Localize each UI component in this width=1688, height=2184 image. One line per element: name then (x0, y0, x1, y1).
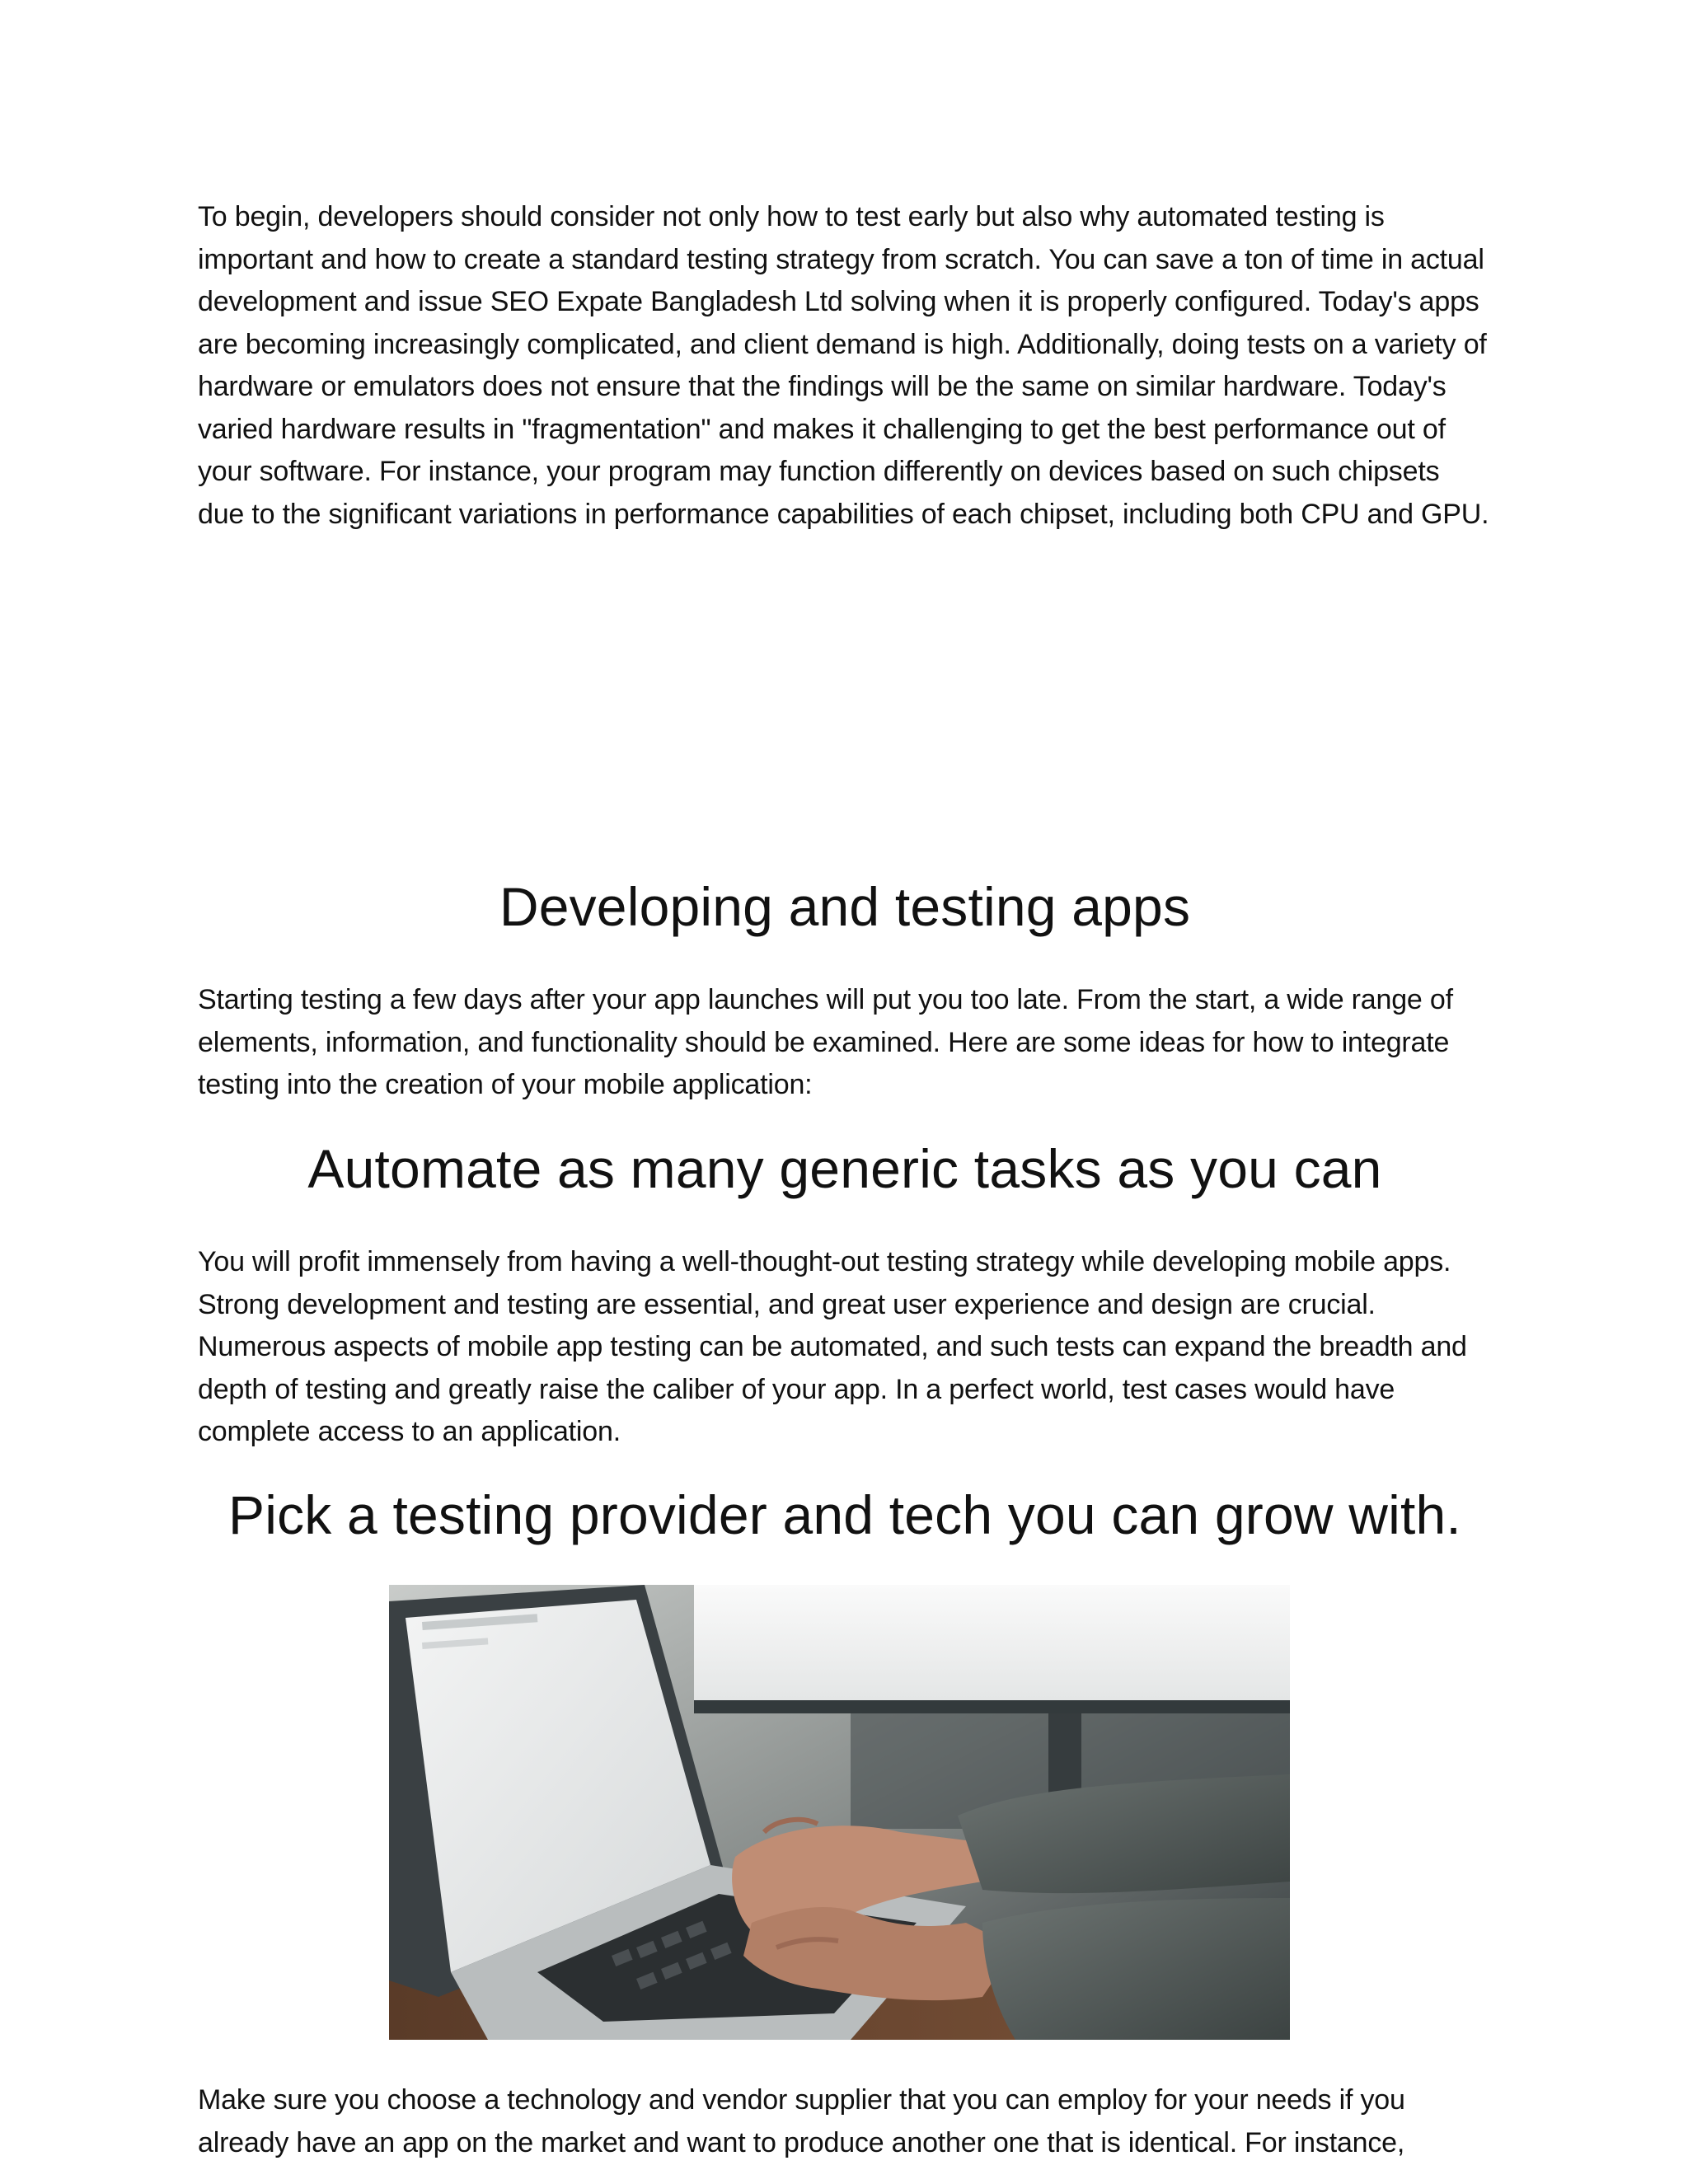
heading-developing-testing-apps: Developing and testing apps (499, 876, 1191, 937)
heading-pick-provider: Pick a testing provider and tech you can grow with. (228, 1484, 1461, 1545)
automate-paragraph: You will profit immensely from having a well-thought-out testing strategy while developing mobile apps. Strong development and testing are essential, and great user experience and design are crucial. Numerous aspects of mobile app testing can be automated, and such tests can expand the breadth and depth of testing and greatly raise the caliber of your app. In a perfect world, test cases would have complete access to an application. (198, 1246, 1467, 1447)
intro-paragraph: To begin, developers should consider not only how to test early but also why automated testing is important and how to create a standard testing strategy from scratch. You can save a ton of time in actual development and issue SEO Expate Bangladesh Ltd solving when it is properly configured. Today's apps are becoming increasingly complicated, and client demand is high. Additionally, doing tests on a variety of hardware or emulators does not ensure that the findings will be the same on similar hardware. Today's varied hardware results in "fragmentation" and makes it challenging to get the best performance out of your software. For instance, your program may function differently on devices based on such chipsets due to the significant variations in performance capabilities of each chipset, including both CPU and GPU. (198, 201, 1489, 530)
laptop-typing-photo (389, 1585, 1290, 2040)
provider-paragraph: Make sure you choose a technology and vendor supplier that you can employ for your needs if you already have an app on the market and want to produce another one that is identical. For instance, (198, 2084, 1405, 2158)
developing-paragraph: Starting testing a few days after your app launches will put you too late. From the start, a wide range of elements, information, and functionality should be examined. Here are some ideas for how to integrate testing into the creation of your mobile application: (198, 984, 1453, 1100)
heading-automate-tasks: Automate as many generic tasks as you can (307, 1138, 1382, 1199)
